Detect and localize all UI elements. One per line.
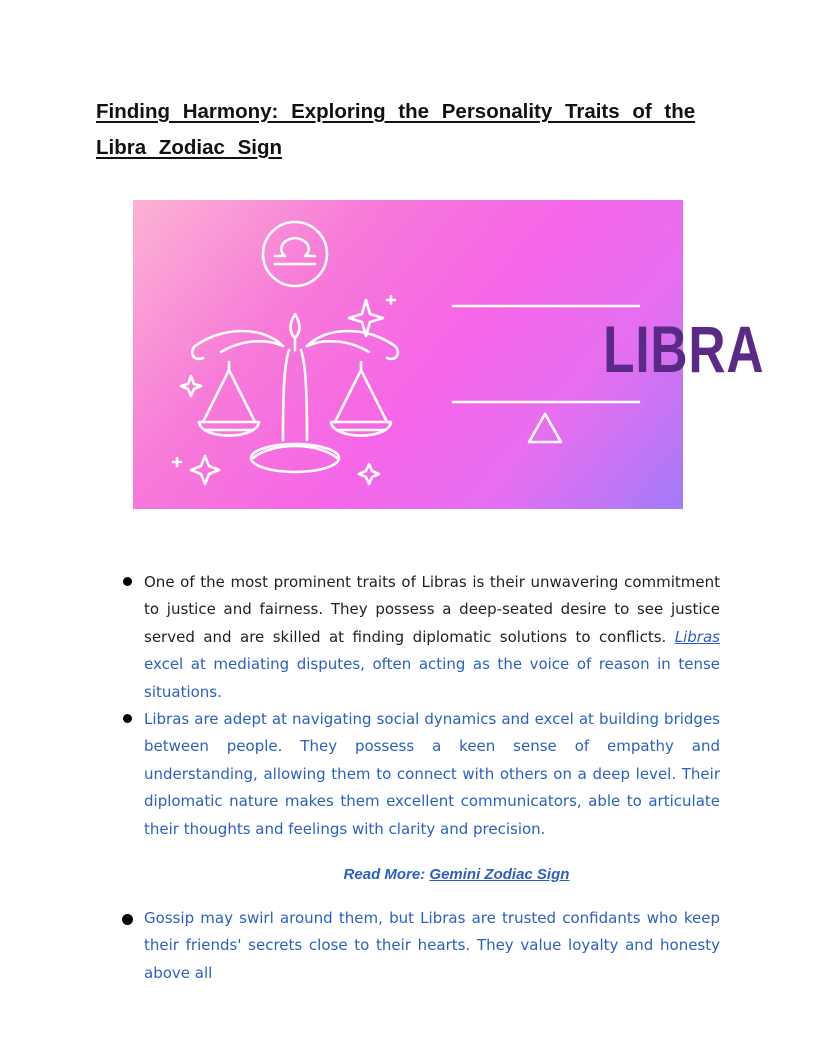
scales-icon	[192, 314, 398, 472]
bullet-text-blue: Libras are adept at navigating social dynamics and excel at building bridges between people. They possess a keen sense of empathy and understanding, allowing them to connect with others on a deep level. Their diplomatic nature makes them excellent communicators, able to articulate their thoughts and feelings with clarity and precision.	[144, 710, 720, 838]
list-item	[144, 569, 720, 706]
page-title: Finding Harmony: Exploring the Personality Traits of the Libra Zodiac Sign	[96, 100, 696, 159]
read-more-label: Read More:	[343, 866, 430, 883]
bullet-dot	[122, 914, 133, 925]
list-item	[144, 706, 720, 843]
list-item	[144, 905, 720, 987]
read-more-link[interactable]: Gemini Zodiac Sign	[429, 866, 570, 883]
libra-heading-graphic: LIBRA	[603, 312, 765, 386]
bullet-text-blue: Gossip may swirl around them, but Libras are trusted confidants who keep their friends' secrets close to their hearts. They value loyalty and honesty above all	[144, 909, 720, 982]
bullet-text-blue: excel at mediating disputes, often acting as the voice of reason in tense situations.	[144, 655, 720, 701]
libra-hero-image	[133, 200, 765, 509]
triangle-icon	[529, 414, 561, 442]
libras-link[interactable]: Libras	[674, 627, 720, 646]
libra-illustration	[133, 200, 683, 509]
bullet-text: One of the most prominent traits of Libras is their unwavering commitment to justice and fairness. They possess a deep-seated desire to see justice served and are skilled at finding diplomatic solutions to conflicts.	[144, 573, 720, 646]
read-more-line	[0, 865, 816, 885]
libra-symbol-icon	[263, 222, 327, 286]
bullet-dot	[123, 714, 132, 723]
bullet-dot	[123, 577, 132, 586]
